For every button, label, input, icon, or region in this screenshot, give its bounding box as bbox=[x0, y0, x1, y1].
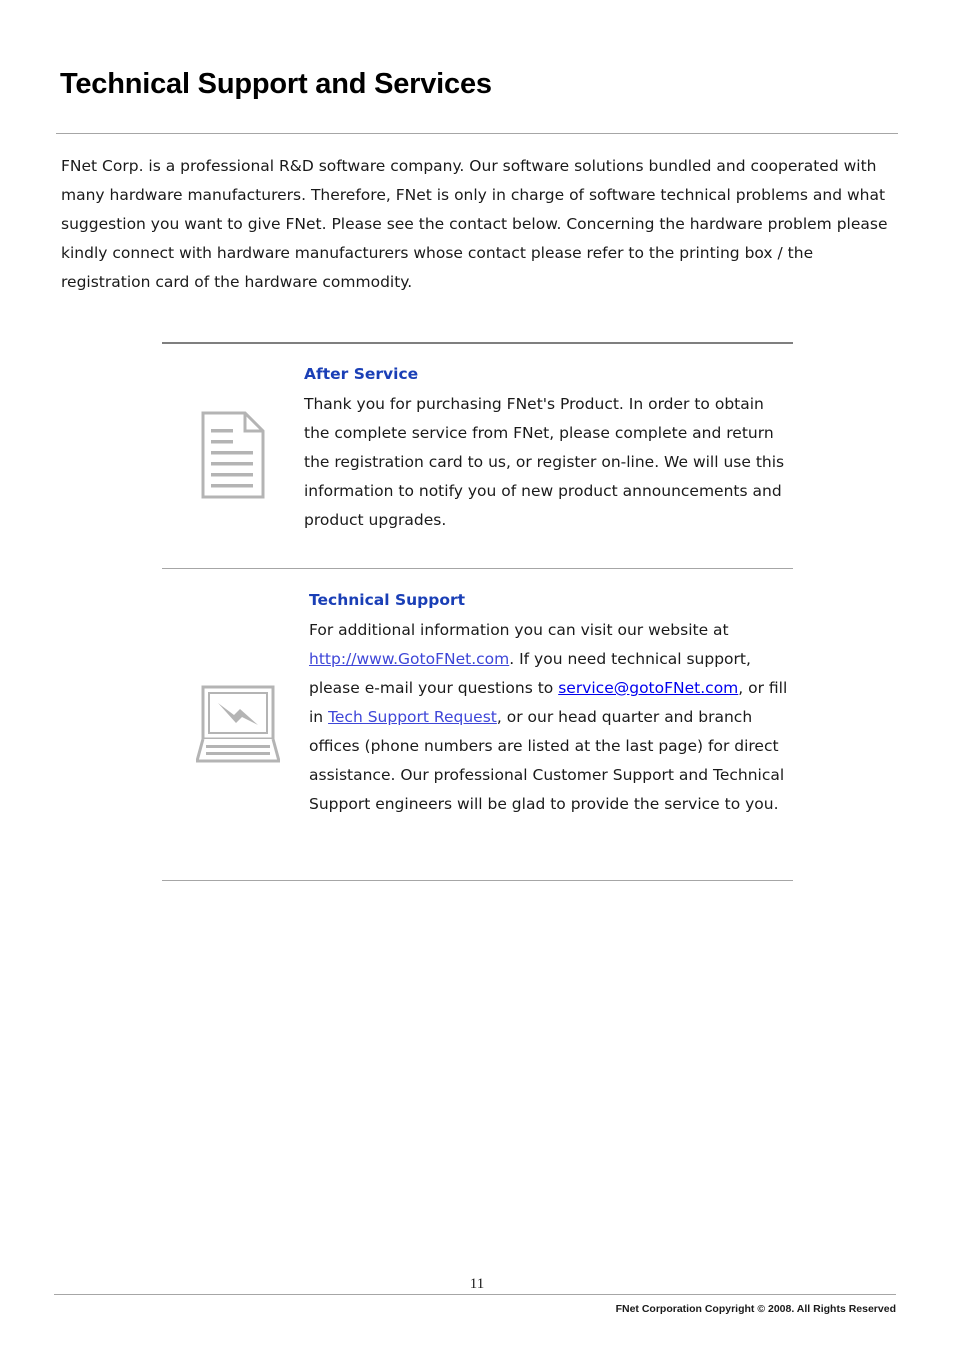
page-title: Technical Support and Services bbox=[60, 68, 492, 100]
support-email-link[interactable]: service@gotoFNet.com bbox=[558, 679, 739, 697]
after-service-title: After Service bbox=[304, 365, 419, 383]
tech-support-text-1: For additional information you can visit our website at bbox=[309, 621, 729, 639]
tech-support-text-3: , or fill in bbox=[309, 679, 788, 726]
tech-support-text bbox=[309, 616, 793, 819]
section-bottom-divider bbox=[162, 880, 793, 881]
website-link[interactable]: http://www.GotoFNet.com bbox=[309, 650, 510, 668]
tech-support-text-4: , or our head quarter and branch offices (phone numbers are listed at the last page) for direct assistance. Our professional Customer Support and Technical Support engineers will be glad to provide the service to you. bbox=[309, 708, 785, 813]
footer-divider bbox=[54, 1294, 896, 1295]
section-middle-divider bbox=[162, 568, 793, 569]
intro-paragraph: FNet Corp. is a professional R&D software company. Our software solutions bundled and cooperated with many hardware manufacturers. Therefore, FNet is only in charge of software technical problems and what suggestion you want to give FNet. Please see the contact below. Concerning the hardware problem please kindly connect with hardware manufacturers whose contact please refer to the printing box / the registration card of the hardware commodity. bbox=[61, 157, 888, 291]
computer-icon bbox=[196, 685, 280, 767]
section-top-divider bbox=[162, 342, 793, 344]
title-divider bbox=[56, 133, 898, 134]
after-service-text: Thank you for purchasing FNet's Product. In order to obtain the complete service from FNet, please complete and return the registration card to us, or register on-line. We will use this information to notify you of new product announcements and product upgrades. bbox=[304, 395, 785, 529]
tech-support-text-2: . If you need technical support, please e-mail your questions to bbox=[309, 650, 751, 697]
document-icon bbox=[200, 411, 266, 504]
tech-support-title: Technical Support bbox=[309, 591, 466, 609]
page-number: 11 bbox=[469, 1276, 485, 1292]
copyright-notice: FNet Corporation Copyright © 2008. All Rights Reserved bbox=[615, 1303, 896, 1315]
tech-support-request-link[interactable]: Tech Support Request bbox=[328, 708, 497, 726]
